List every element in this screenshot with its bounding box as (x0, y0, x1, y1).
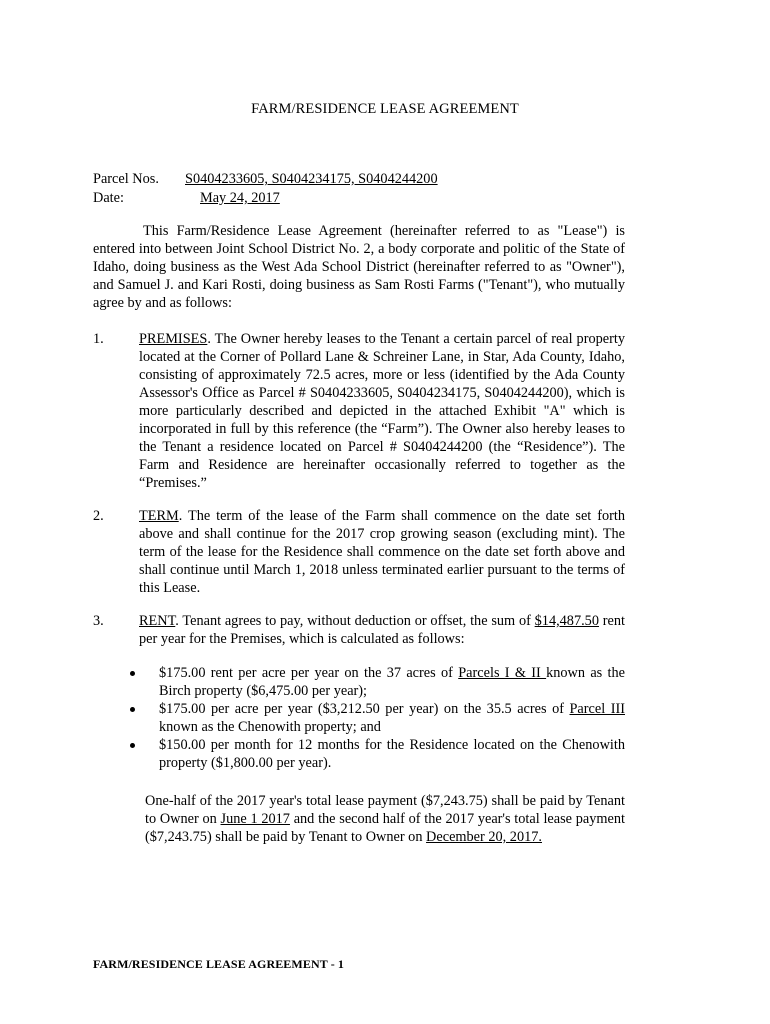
payment-paragraph: One-half of the 2017 year's total lease payment ($7,243.75) shall be paid by Tenant to Owner on June 1 2017 and the second half of the 2017 year's total lease payment ($7,243.75) shall be paid by Tenant to Owner on December 20, 2017. (145, 793, 625, 845)
list-item: $175.00 rent per acre per year on the 37 acres of Parcels I & II known as the Birch property ($6,475.00 per year); (130, 664, 625, 700)
section-heading: RENT (139, 613, 176, 629)
section-heading: PREMISES (139, 331, 208, 347)
section-heading: TERM (139, 508, 179, 524)
list-item: $150.00 per month for 12 months for the Residence located on the Chenowith property ($1,800.00 per year). (130, 736, 625, 772)
rent-bullet-list (130, 664, 625, 772)
parcel-row (93, 170, 438, 208)
section-number: 2. (93, 508, 104, 524)
bullet-icon (130, 707, 135, 712)
section-premises (93, 330, 625, 492)
list-item: $175.00 per acre per year ($3,212.50 per year) on the 35.5 acres of Parcel III known as the Chenowith property; and (130, 700, 625, 736)
date-label: Date: (93, 190, 124, 206)
parcel-value: S0404233605, S0404234175, S0404244200 (185, 171, 438, 187)
bullet-icon (130, 743, 135, 748)
section-text: . The term of the lease of the Farm shall commence on the date set forth above and shall continue for the 2017 crop growing season (excluding mint). The term of the lease for the Residence shall commence on the date set forth above and shall continue until March 1, 2018 unless terminated earlier pursuant to the terms of this Lease. (139, 508, 625, 596)
section-text: . The Owner hereby leases to the Tenant a certain parcel of real property located at the Corner of Pollard Lane & Schreiner Lane, in Star, Ada County, Idaho, consisting of approximately 72.5 acres, more or less (identified by the Ada County Assessor's Office as Parcel # S0404233605, S0404234175, S0404244200), which is more particularly described and depicted in the attached Exhibit "A" which is incorporated in full by this reference (the “Farm”). The Owner also hereby leases to the Tenant a residence located on Parcel # S0404244200 (the “Residence”). The Farm and Residence are hereinafter occasionally referred to together as the “Premises.” (139, 331, 625, 491)
document-title: FARM/RESIDENCE LEASE AGREEMENT (251, 101, 519, 117)
intro-paragraph: This Farm/Residence Lease Agreement (hereinafter referred to as "Lease") is entered into between Joint School District No. 2, a body corporate and politic of the State of Idaho, doing business as the West Ada School District (hereinafter referred to as "Owner"), and Samuel J. and Kari Rosti, doing business as Sam Rosti Farms ("Tenant"), who mutually agree by and as follows: (93, 223, 625, 311)
section-term (93, 507, 625, 597)
parcel-label: Parcel Nos. (93, 171, 159, 187)
section-number: 3. (93, 613, 104, 629)
section-rent (93, 612, 625, 648)
page-footer: FARM/RESIDENCE LEASE AGREEMENT - 1 (93, 957, 344, 971)
section-text-cont: rent per year for the Premises, which is calculated as follows: (139, 613, 625, 647)
rent-amount: $14,487.50 (534, 613, 599, 629)
section-text: . Tenant agrees to pay, without deduction or offset, the sum of (175, 613, 535, 629)
section-number: 1. (93, 331, 104, 347)
payment-date-2: December 20, 2017. (426, 829, 542, 845)
date-value: May 24, 2017 (200, 190, 280, 206)
payment-date-1: June 1 2017 (220, 811, 290, 827)
bullet-icon (130, 671, 135, 676)
